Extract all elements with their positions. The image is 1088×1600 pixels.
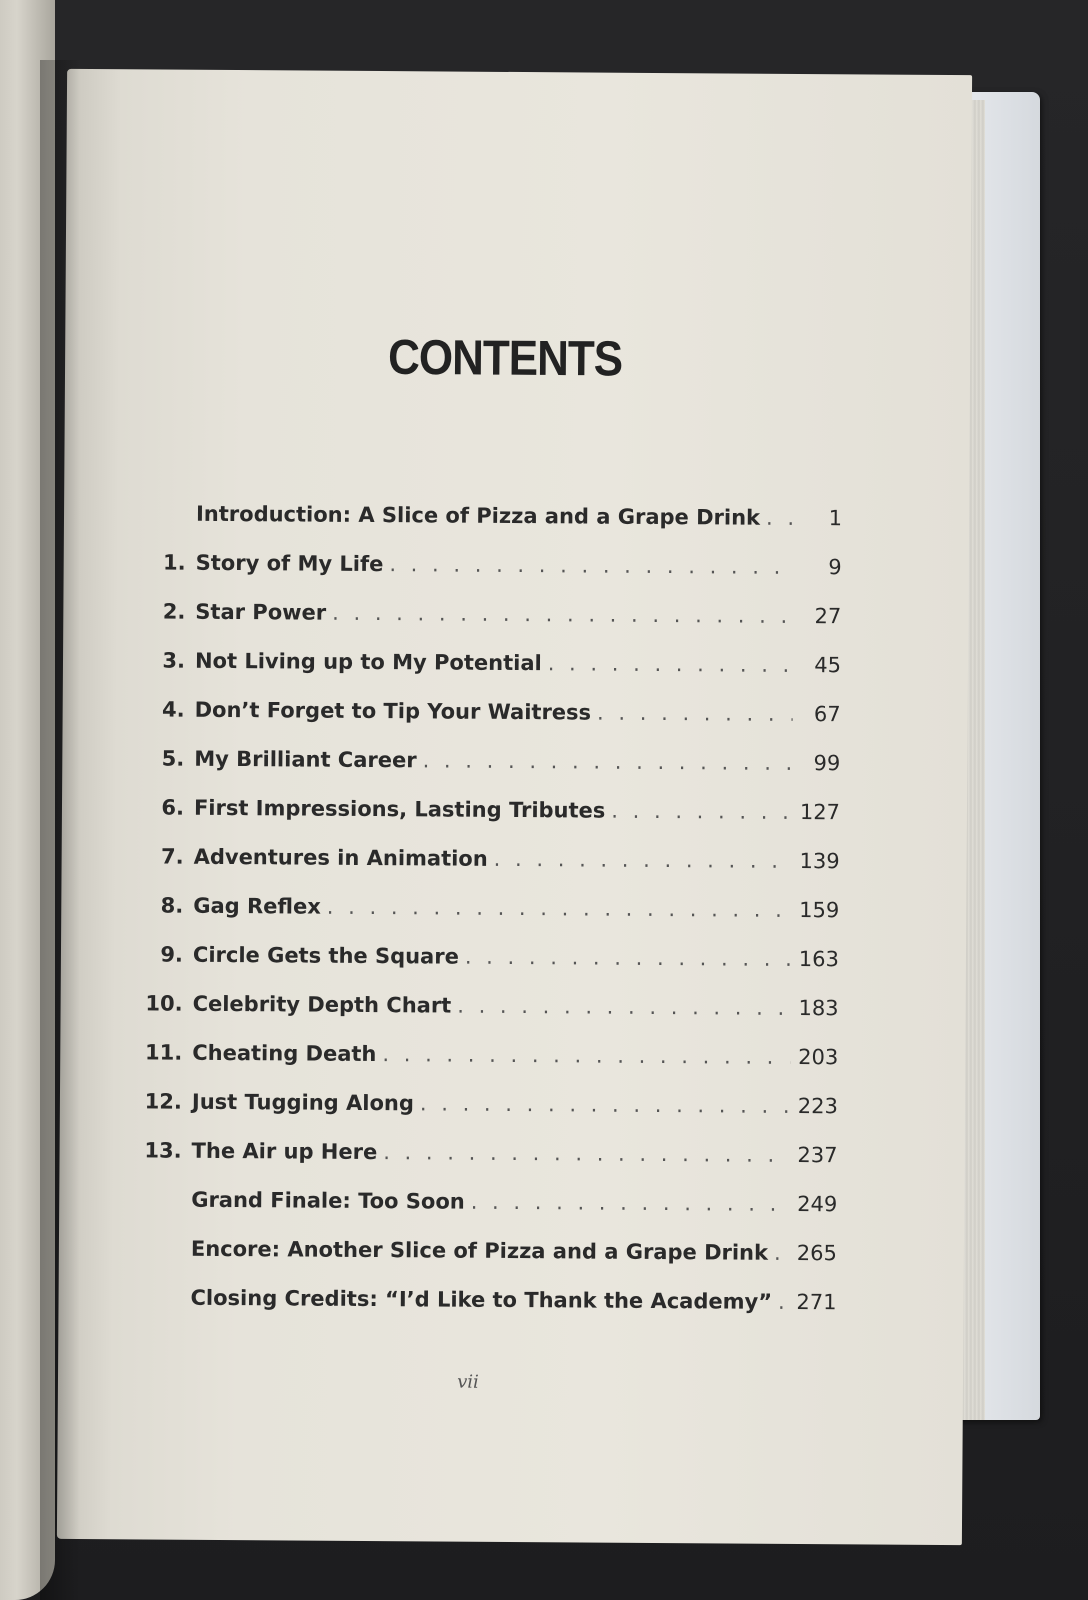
chapter-title: Star Power xyxy=(195,599,327,625)
table-of-contents xyxy=(136,501,842,1339)
chapter-title: Circle Gets the Square xyxy=(192,942,459,969)
chapter-number: 8. xyxy=(160,893,184,918)
dot-leader xyxy=(382,1042,790,1069)
contents-page xyxy=(57,69,972,1545)
toc-entry xyxy=(137,1236,837,1290)
toc-entry xyxy=(141,648,841,702)
chapter-number: 3. xyxy=(162,648,186,673)
chapter-page: 139 xyxy=(799,848,840,874)
dot-leader xyxy=(611,799,792,824)
dot-leader xyxy=(597,701,793,726)
toc-entry xyxy=(138,1040,838,1094)
chapter-page: 1 xyxy=(828,506,843,531)
toc-entry xyxy=(137,1187,837,1241)
chapter-title: Cheating Death xyxy=(192,1040,377,1067)
toc-entry xyxy=(139,942,839,996)
dot-leader xyxy=(778,1290,789,1314)
dot-leader xyxy=(423,748,793,775)
chapter-number: 13. xyxy=(144,1138,182,1163)
chapter-title: Story of My Life xyxy=(195,550,384,577)
dot-leader xyxy=(766,506,794,530)
toc-entry xyxy=(139,844,839,898)
chapter-number: 12. xyxy=(144,1089,183,1114)
chapter-number: 6. xyxy=(161,795,185,820)
chapter-page: 249 xyxy=(797,1191,838,1217)
dot-leader xyxy=(389,552,793,579)
dot-leader xyxy=(465,945,791,971)
dot-leader xyxy=(327,895,792,922)
chapter-page: 99 xyxy=(813,751,841,776)
chapter-title: Don’t Forget to Tip Your Waitress xyxy=(194,697,592,725)
dot-leader xyxy=(548,651,793,677)
chapter-title: Just Tugging Along xyxy=(191,1089,415,1116)
chapter-page: 27 xyxy=(814,604,842,629)
toc-entry xyxy=(142,501,842,555)
chapter-title: Celebrity Depth Chart xyxy=(192,991,452,1018)
chapter-title: Closing Credits: “I’d Like to Thank the Academy” xyxy=(190,1285,773,1314)
chapter-page: 67 xyxy=(813,702,841,727)
toc-entry xyxy=(141,550,841,604)
dot-leader xyxy=(383,1140,789,1167)
chapter-page: 265 xyxy=(796,1240,837,1266)
chapter-number: 5. xyxy=(161,746,185,771)
chapter-title: The Air up Here xyxy=(191,1138,378,1165)
chapter-title: Encore: Another Slice of Pizza and a Grape Drink xyxy=(190,1236,769,1265)
toc-entry xyxy=(138,1089,838,1143)
chapter-title: Gag Reflex xyxy=(193,893,321,919)
chapter-page: 163 xyxy=(798,946,840,972)
dot-leader xyxy=(332,601,793,628)
chapter-title: My Brilliant Career xyxy=(194,746,417,773)
toc-entry xyxy=(138,991,838,1045)
chapter-page: 223 xyxy=(797,1093,839,1119)
toc-entry xyxy=(136,1285,836,1339)
chapter-page: 203 xyxy=(798,1044,839,1070)
dot-leader xyxy=(471,1190,790,1216)
chapter-number: 4. xyxy=(161,697,185,722)
chapter-title: Grand Finale: Too Soon xyxy=(191,1187,465,1214)
gutter-shadow xyxy=(40,60,80,1600)
chapter-page: 183 xyxy=(798,995,839,1021)
chapter-number: 11. xyxy=(144,1040,183,1065)
chapter-page: 237 xyxy=(797,1142,838,1168)
chapter-page: 271 xyxy=(796,1289,837,1315)
toc-entry xyxy=(139,893,839,947)
dot-leader xyxy=(457,994,791,1020)
dot-leader xyxy=(774,1241,789,1265)
toc-entry xyxy=(140,697,840,751)
toc-entry xyxy=(141,599,841,653)
chapter-title: Introduction: A Slice of Pizza and a Grape Drink xyxy=(195,501,761,530)
toc-entry xyxy=(137,1138,837,1192)
page-title: CONTENTS xyxy=(387,330,623,387)
chapter-title: Not Living up to My Potential xyxy=(194,648,542,676)
chapter-page: 159 xyxy=(799,897,840,923)
chapter-number: 9. xyxy=(160,942,184,967)
chapter-page: 9 xyxy=(828,555,842,580)
toc-entry xyxy=(140,746,840,800)
chapter-number: 1. xyxy=(163,550,186,575)
chapter-number: 7. xyxy=(160,844,184,869)
chapter-title: First Impressions, Lasting Tributes xyxy=(193,795,606,823)
chapter-title: Adventures in Animation xyxy=(193,844,488,871)
chapter-page: 127 xyxy=(799,799,841,825)
chapter-number: 2. xyxy=(162,599,186,624)
chapter-page: 45 xyxy=(814,653,842,678)
toc-entry xyxy=(140,795,840,849)
chapter-number: 10. xyxy=(145,991,183,1016)
dot-leader xyxy=(420,1091,790,1118)
dot-leader xyxy=(494,847,792,873)
page-folio: vii xyxy=(457,1371,479,1393)
